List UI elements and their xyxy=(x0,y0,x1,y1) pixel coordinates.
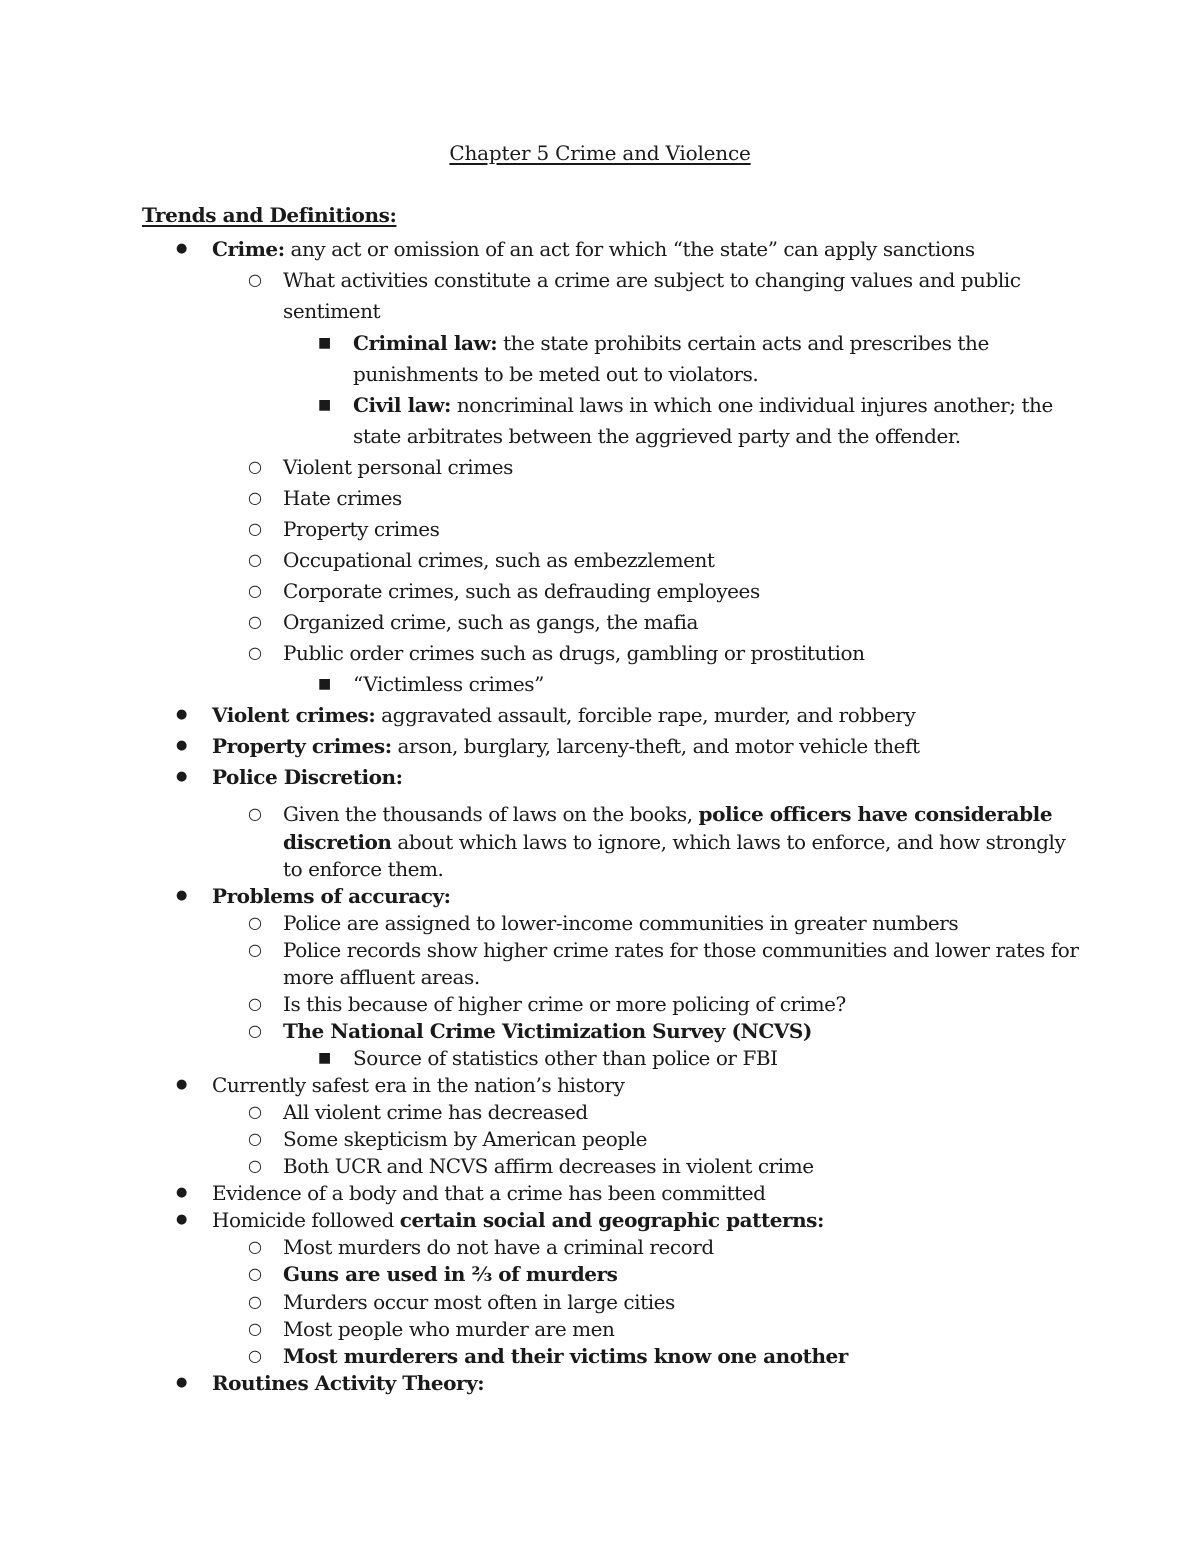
document-title: Chapter 5 Crime and Violence xyxy=(449,141,751,165)
circle-marker: ○ xyxy=(248,1156,262,1175)
circle-marker: ○ xyxy=(248,488,262,507)
circle-marker: ○ xyxy=(248,1264,262,1283)
list-item-police-discretion: Police Discretion: xyxy=(212,765,403,789)
list-item-text: Evidence of a body and that a crime has been committed xyxy=(212,1181,766,1205)
list-item-text: Currently safest era in the nation’s history xyxy=(212,1073,625,1097)
circle-marker: ○ xyxy=(248,612,262,631)
list-item-murderers-victims: Most murderers and their victims know one another xyxy=(283,1344,848,1368)
list-item-text: Occupational crimes, such as embezzlement xyxy=(283,548,715,572)
list-item-routine-activity-theory: Routines Activity Theory: xyxy=(212,1371,485,1395)
list-item-text: Most murders do not have a criminal record xyxy=(283,1235,714,1259)
circle-marker: ○ xyxy=(248,1237,262,1256)
circle-marker: ○ xyxy=(248,913,262,932)
bullet-marker: ● xyxy=(176,769,188,784)
list-item-problems-of-accuracy: Problems of accuracy: xyxy=(212,884,451,908)
term: Property crimes: xyxy=(212,734,392,758)
term: Violent crimes: xyxy=(212,703,376,727)
emphasis: discretion xyxy=(283,830,392,854)
list-item-text: to enforce them. xyxy=(283,857,444,881)
list-item-ncvs: The National Crime Victimization Survey (NCVS) xyxy=(283,1019,812,1043)
list-item-text: “Victimless crimes” xyxy=(353,672,544,696)
circle-marker: ○ xyxy=(248,1346,262,1365)
circle-marker: ○ xyxy=(248,643,262,662)
list-item-text: Most people who murder are men xyxy=(283,1317,615,1341)
definition: any act or omission of an act for which “the state” can apply sanctions xyxy=(284,237,975,261)
list-item-civil-law xyxy=(353,391,1053,419)
square-marker: ■ xyxy=(318,335,332,351)
circle-marker: ○ xyxy=(248,550,262,569)
circle-marker: ○ xyxy=(248,581,262,600)
definition: aggravated assault, forcible rape, murder, and robbery xyxy=(375,703,916,727)
list-item-criminal-law xyxy=(353,329,989,357)
circle-marker: ○ xyxy=(248,270,262,289)
circle-marker: ○ xyxy=(248,1292,262,1311)
bullet-marker: ● xyxy=(176,738,188,753)
list-item-crime xyxy=(212,235,975,263)
list-item-text: state arbitrates between the aggrieved party and the offender. xyxy=(353,424,961,448)
bullet-marker: ● xyxy=(176,888,188,903)
bullet-marker: ● xyxy=(176,1212,188,1227)
circle-marker: ○ xyxy=(248,804,262,823)
list-item-text: Murders occur most often in large cities xyxy=(283,1290,675,1314)
circle-marker: ○ xyxy=(248,1102,262,1121)
list-item-text: Property crimes xyxy=(283,517,440,541)
term: Crime: xyxy=(212,237,285,261)
list-item-text: Violent personal crimes xyxy=(283,455,513,479)
list-item-text: Public order crimes such as drugs, gambling or prostitution xyxy=(283,641,865,665)
bullet-marker: ● xyxy=(176,707,188,722)
term: Civil law: xyxy=(353,393,451,417)
bullet-marker: ● xyxy=(176,241,188,256)
list-item-text: Both UCR and NCVS affirm decreases in violent crime xyxy=(283,1154,814,1178)
emphasis: police officers have considerable xyxy=(698,802,1053,826)
list-item-text: Organized crime, such as gangs, the mafia xyxy=(283,610,698,634)
text-run: Given the thousands of laws on the books, xyxy=(283,802,699,826)
list-item-text: Police records show higher crime rates for those communities and lower rates for xyxy=(283,938,1079,962)
circle-marker: ○ xyxy=(248,940,262,959)
circle-marker: ○ xyxy=(248,1021,262,1040)
bullet-marker: ● xyxy=(176,1185,188,1200)
square-marker: ■ xyxy=(318,397,332,413)
list-item-text xyxy=(283,828,1065,856)
circle-marker: ○ xyxy=(248,519,262,538)
text-run: Homicide followed xyxy=(212,1208,400,1232)
list-item-text: What activities constitute a crime are subject to changing values and public xyxy=(283,268,1021,292)
list-item-violent-crimes xyxy=(212,701,915,729)
list-item-text: more affluent areas. xyxy=(283,965,480,989)
square-marker: ■ xyxy=(318,676,332,692)
list-item-text: sentiment xyxy=(283,299,381,323)
list-item-text: Is this because of higher crime or more policing of crime? xyxy=(283,992,846,1016)
list-item-homicide xyxy=(212,1206,824,1234)
list-item-text: punishments to be meted out to violators. xyxy=(353,362,759,386)
definition: the state prohibits certain acts and prescribes the xyxy=(497,331,989,355)
bullet-marker: ● xyxy=(176,1077,188,1092)
text-run: about which laws to ignore, which laws to enforce, and how strongly xyxy=(391,830,1066,854)
section-heading: Trends and Definitions: xyxy=(142,203,397,227)
bullet-marker: ● xyxy=(176,1375,188,1390)
list-item-guns: Guns are used in ⅔ of murders xyxy=(283,1262,618,1286)
list-item-text: Some skepticism by American people xyxy=(283,1127,647,1151)
emphasis: certain social and geographic patterns: xyxy=(399,1208,824,1232)
circle-marker: ○ xyxy=(248,994,262,1013)
list-item-text: Corporate crimes, such as defrauding employees xyxy=(283,579,760,603)
list-item-text: Hate crimes xyxy=(283,486,402,510)
list-item-text xyxy=(283,800,1052,828)
list-item-text: Source of statistics other than police or FBI xyxy=(353,1046,778,1070)
term: Criminal law: xyxy=(353,331,498,355)
definition: noncriminal laws in which one individual injures another; the xyxy=(450,393,1053,417)
circle-marker: ○ xyxy=(248,457,262,476)
circle-marker: ○ xyxy=(248,1319,262,1338)
list-item-text: All violent crime has decreased xyxy=(283,1100,588,1124)
circle-marker: ○ xyxy=(248,1129,262,1148)
list-item-text: Police are assigned to lower-income communities in greater numbers xyxy=(283,911,959,935)
square-marker: ■ xyxy=(318,1050,332,1066)
list-item-property-crimes xyxy=(212,732,920,760)
definition: arson, burglary, larceny-theft, and motor vehicle theft xyxy=(391,734,920,758)
